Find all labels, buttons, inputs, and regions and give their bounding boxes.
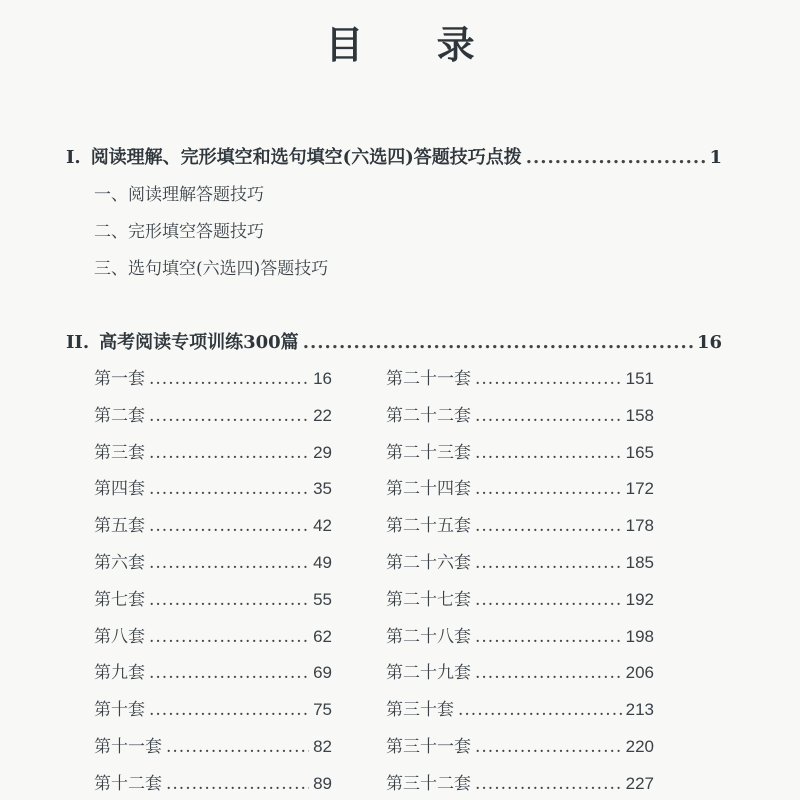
dot-leader bbox=[475, 516, 622, 536]
subsection-item-3[interactable]: 三、选句填空(六选四)答题技巧 bbox=[94, 259, 329, 279]
toc-entry-label: 第八套 bbox=[94, 626, 145, 647]
dot-leader bbox=[149, 553, 309, 573]
toc-entry-label: 第二十三套 bbox=[386, 442, 471, 463]
toc-entry-label: 第三十二套 bbox=[386, 773, 471, 794]
toc-entry[interactable] bbox=[386, 732, 654, 758]
toc-entry[interactable] bbox=[94, 769, 332, 795]
dot-leader bbox=[475, 774, 622, 794]
toc-entry-label: 第九套 bbox=[94, 663, 145, 684]
toc-entry[interactable] bbox=[386, 548, 654, 574]
toc-entry-page-number: 165 bbox=[625, 442, 654, 462]
dot-leader bbox=[475, 406, 622, 426]
toc-entry[interactable] bbox=[94, 401, 332, 427]
toc-entry[interactable] bbox=[386, 695, 654, 721]
toc-entry[interactable] bbox=[94, 511, 332, 537]
toc-entry-label: 第三十套 bbox=[386, 700, 454, 721]
toc-entry-page-number: 192 bbox=[625, 589, 654, 609]
toc-entry-label: 第二十六套 bbox=[386, 553, 471, 573]
toc-entry-label: 第二十七套 bbox=[386, 589, 471, 610]
toc-entry-label: 第二套 bbox=[94, 405, 145, 426]
toc-entry[interactable] bbox=[94, 732, 332, 758]
toc-entry-page-number: 35 bbox=[313, 479, 332, 499]
section-page-number: 1 bbox=[709, 147, 722, 168]
toc-entry[interactable] bbox=[94, 695, 332, 721]
dot-leader bbox=[166, 774, 309, 794]
toc-entry-label: 第二十一套 bbox=[386, 369, 471, 389]
toc-entry[interactable] bbox=[386, 511, 654, 537]
toc-entry-page-number: 89 bbox=[313, 773, 332, 793]
toc-entry-label: 第六套 bbox=[94, 553, 145, 573]
toc-entry-label: 第三套 bbox=[94, 442, 145, 463]
section-heading-2[interactable] bbox=[66, 328, 722, 354]
toc-entry-page-number: 151 bbox=[625, 369, 654, 388]
toc-entry[interactable] bbox=[386, 364, 654, 390]
toc-entry-label: 第四套 bbox=[94, 479, 145, 500]
toc-entry-page-number: 62 bbox=[313, 626, 332, 646]
subsection-item-1[interactable]: 一、阅读理解答题技巧 bbox=[94, 185, 264, 205]
dot-leader bbox=[149, 369, 309, 389]
dot-leader bbox=[475, 443, 622, 463]
toc-entry[interactable] bbox=[94, 438, 332, 464]
toc-entry[interactable] bbox=[386, 769, 654, 795]
toc-entry-page-number: 172 bbox=[625, 479, 654, 499]
section-page-number: 16 bbox=[696, 332, 722, 353]
toc-entry-label: 第十二套 bbox=[94, 773, 162, 794]
toc-entry-label: 第二十八套 bbox=[386, 626, 471, 647]
dot-leader bbox=[475, 369, 622, 389]
section-title: 阅读理解、完形填空和选句填空(六选四)答题技巧点拨 bbox=[90, 147, 522, 168]
dot-leader bbox=[475, 553, 622, 573]
dot-leader bbox=[526, 147, 706, 168]
dot-leader bbox=[149, 663, 309, 683]
toc-entry-label: 第十套 bbox=[94, 700, 145, 721]
toc-entry[interactable] bbox=[386, 474, 654, 500]
toc-entry-page-number: 75 bbox=[313, 700, 332, 720]
toc-entry[interactable] bbox=[386, 585, 654, 611]
toc-entry-page-number: 158 bbox=[625, 405, 654, 425]
toc-entry-label: 第一套 bbox=[94, 369, 145, 389]
toc-entry-page-number: 220 bbox=[625, 737, 654, 756]
dot-leader bbox=[149, 516, 309, 536]
toc-entry[interactable] bbox=[94, 585, 332, 611]
dot-leader bbox=[475, 663, 622, 683]
section-number: I. bbox=[66, 147, 81, 168]
dot-leader bbox=[475, 479, 622, 499]
dot-leader bbox=[458, 700, 622, 720]
subsection-item-2[interactable]: 二、完形填空答题技巧 bbox=[94, 222, 264, 242]
toc-entry[interactable] bbox=[386, 438, 654, 464]
toc-entry[interactable] bbox=[386, 401, 654, 427]
dot-leader bbox=[149, 700, 309, 720]
dot-leader bbox=[475, 590, 622, 610]
toc-entry-page-number: 55 bbox=[313, 589, 332, 609]
toc-entry-page-number: 206 bbox=[625, 663, 654, 683]
toc-entry-page-number: 178 bbox=[625, 516, 654, 536]
toc-entry-page-number: 82 bbox=[313, 737, 332, 756]
toc-entry-page-number: 29 bbox=[313, 442, 332, 462]
toc-entry[interactable] bbox=[94, 622, 332, 648]
toc-entry-label: 第十一套 bbox=[94, 737, 162, 757]
toc-entry-page-number: 42 bbox=[313, 516, 332, 536]
toc-entry-label: 第二十五套 bbox=[386, 516, 471, 537]
dot-leader bbox=[166, 737, 309, 757]
page-title: 目 录 bbox=[325, 22, 505, 67]
dot-leader bbox=[149, 479, 309, 499]
dot-leader bbox=[149, 406, 309, 426]
toc-entry-page-number: 69 bbox=[313, 663, 332, 683]
toc-entry-page-number: 227 bbox=[625, 773, 654, 793]
toc-entry[interactable] bbox=[94, 548, 332, 574]
dot-leader bbox=[303, 332, 693, 353]
dot-leader bbox=[149, 590, 309, 610]
section-heading-1[interactable] bbox=[66, 143, 722, 169]
dot-leader bbox=[149, 443, 309, 463]
dot-leader bbox=[475, 737, 622, 757]
dot-leader bbox=[475, 627, 622, 647]
toc-entry-label: 第二十四套 bbox=[386, 479, 471, 500]
toc-entry[interactable] bbox=[386, 622, 654, 648]
section-title: 高考阅读专项训练300篇 bbox=[99, 332, 299, 353]
toc-entry-page-number: 185 bbox=[625, 553, 654, 572]
toc-entry-page-number: 198 bbox=[625, 626, 654, 646]
toc-entry[interactable] bbox=[386, 658, 654, 684]
dot-leader bbox=[149, 627, 309, 647]
toc-entry-page-number: 49 bbox=[313, 553, 332, 572]
toc-entry[interactable] bbox=[94, 474, 332, 500]
toc-entry-label: 第七套 bbox=[94, 589, 145, 610]
toc-entry-page-number: 213 bbox=[625, 700, 654, 720]
toc-entry-page-number: 22 bbox=[313, 405, 332, 425]
toc-entry-label: 第三十一套 bbox=[386, 737, 471, 757]
toc-entry-page-number: 16 bbox=[313, 369, 332, 388]
toc-entry-label: 第二十二套 bbox=[386, 405, 471, 426]
toc-entry[interactable] bbox=[94, 364, 332, 390]
toc-entry-label: 第五套 bbox=[94, 516, 145, 537]
toc-entry[interactable] bbox=[94, 658, 332, 684]
toc-entry-label: 第二十九套 bbox=[386, 663, 471, 684]
section-number: II. bbox=[66, 332, 90, 353]
